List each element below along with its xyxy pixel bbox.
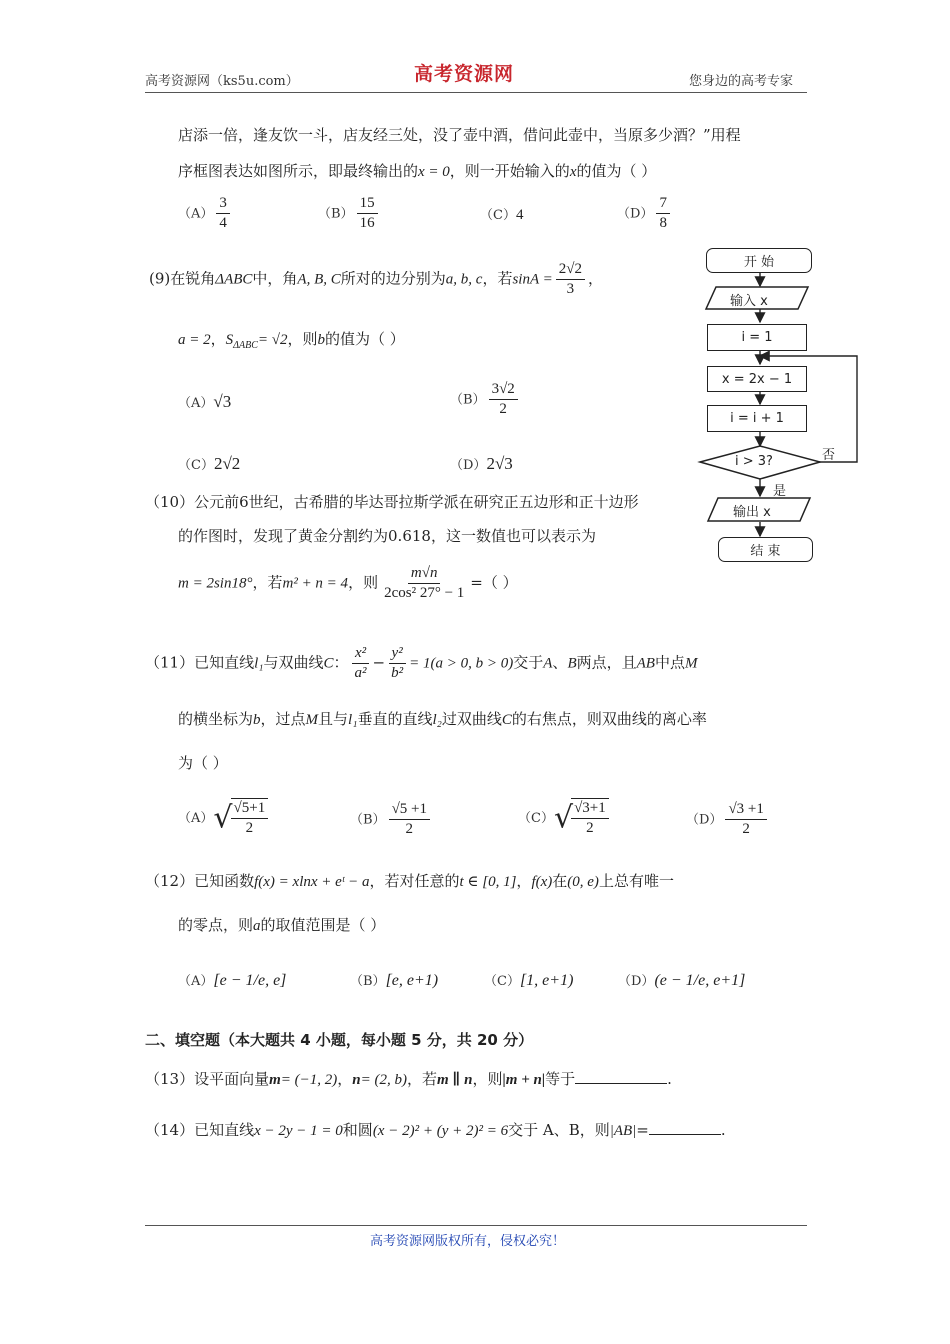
q8-option-d: （D） $\frac{7}{8}$ xyxy=(617,194,673,233)
q10-line2: 的作图时，发现了黄金分割约为0.618，这一数值也可以表示为 xyxy=(178,527,596,545)
q9-option-b: （B） $\frac{3√2}{2}$ xyxy=(450,380,521,419)
flowchart-increment: i = i + 1 xyxy=(707,405,807,432)
q11-line1: （11）已知直线l₁与双曲线C： $\frac{\text{x²}}{\text{a²}}$ − $\frac{\text{y²}}{\text{b²}}$ = 1(a > 0, b > 0)交于A、B两点，且AB中点M xyxy=(145,645,698,681)
footer-text: 高考资源网版权所有，侵权必究！ xyxy=(370,1234,566,1249)
q10-line3: m = 2sin18°，若m² + n = 4，则 $\frac{m√n}{\text{2cos² 27° − 1}}$ =（ ） xyxy=(178,565,518,601)
q8-line2: 序框图表达如图所示，即最终输出的x = 0，则一开始输入的x的值为（ ） xyxy=(178,162,657,180)
q11-option-b: （B） $\frac{√5 +1}{2}$ xyxy=(350,800,433,839)
q8-option-a: （A） $\frac{3}{4}$ xyxy=(178,194,233,233)
flowchart-end: 结 束 xyxy=(718,537,813,562)
q8-line1: 店添一倍，逢友饮一斗，店友经三处，没了壶中酒，借问此壶中，当原多少酒？”用程 xyxy=(178,126,741,144)
header-right-text: 您身边的高考专家 xyxy=(689,74,794,89)
flowchart-condition: i > 3? xyxy=(735,454,773,469)
q9-line2: a = 2，$S_{\Delta ABC}= √2$，则b的值为（ ） xyxy=(178,330,405,351)
q12-option-a: （A）[e − 1/e, e] xyxy=(178,972,287,989)
q13-line: （13）设平面向量m= (−1, 2)，n= (2, b)，若m ∥ n，则|m + n|等于 . xyxy=(145,1070,672,1088)
q9-option-c: （C）2√2 xyxy=(178,454,241,473)
q9-option-d: （D）2√3 xyxy=(450,454,513,473)
header-left-text: 高考资源网（ks5u.com） xyxy=(145,74,299,89)
q12-line1: （12）已知函数f(x) = xlnx + eᵗ − a，若对任意的t ∈ [0, 1]，f(x)在(0, e)上总有唯一 xyxy=(145,872,674,890)
flowchart-assign: x = 2x − 1 xyxy=(707,366,807,392)
flowchart-input: 输入 x xyxy=(730,294,768,309)
q11-option-d: （D） $\frac{√3 +1}{2}$ xyxy=(686,800,770,839)
q9-line1: (9)在锐角ΔABC中，角A, B, C所对的边分别为a, b, c，若sinA = $\frac{2√2}{3}$ ， xyxy=(149,261,603,297)
q12-option-b: （B）[e, e+1) xyxy=(350,972,439,989)
q11-line2: 的横坐标为b，过点M且与l₁垂直的直线l₂过双曲线C的右焦点，则双曲线的离心率 xyxy=(178,710,707,728)
q9-option-a: （A）√3 xyxy=(178,392,232,411)
section2-title: 二、填空题（本大题共 4 小题，每小题 5 分，共 20 分） xyxy=(145,1031,534,1049)
q10-line1: （10）公元前6世纪，古希腊的毕达哥拉斯学派在研究正五边形和正十边形 xyxy=(145,493,639,511)
flowchart-yes-label: 是 xyxy=(773,484,787,499)
q12-option-d: （D）(e − 1/e, e+1] xyxy=(618,972,746,989)
q12-line2: 的零点，则a的取值范围是（ ） xyxy=(178,916,386,934)
site-logo: 高考资源网 xyxy=(414,63,515,85)
flowchart-output: 输出 x xyxy=(733,505,771,520)
footer-rule xyxy=(145,1225,807,1226)
q8-option-c: （C）4 xyxy=(480,207,524,223)
q11-line3: 为（ ） xyxy=(178,754,228,772)
flowchart-init: i = 1 xyxy=(707,324,807,351)
q12-option-c: （C）[1, e+1) xyxy=(484,972,574,989)
q14-line: （14）已知直线x − 2y − 1 = 0和圆(x − 2)² + (y + 2)² = 6交于 A、B，则|AB|= . xyxy=(145,1121,726,1139)
flowchart-start: 开 始 xyxy=(706,248,812,273)
q11-option-c: （C）√ $\frac{√3+1}{2}$ xyxy=(518,798,612,838)
flowchart-no-label: 否 xyxy=(822,448,836,463)
q8-option-b: （B） $\frac{15}{16}$ xyxy=(318,194,381,233)
q11-option-a: （A）√ $\frac{√5+1}{2}$ xyxy=(178,798,271,838)
